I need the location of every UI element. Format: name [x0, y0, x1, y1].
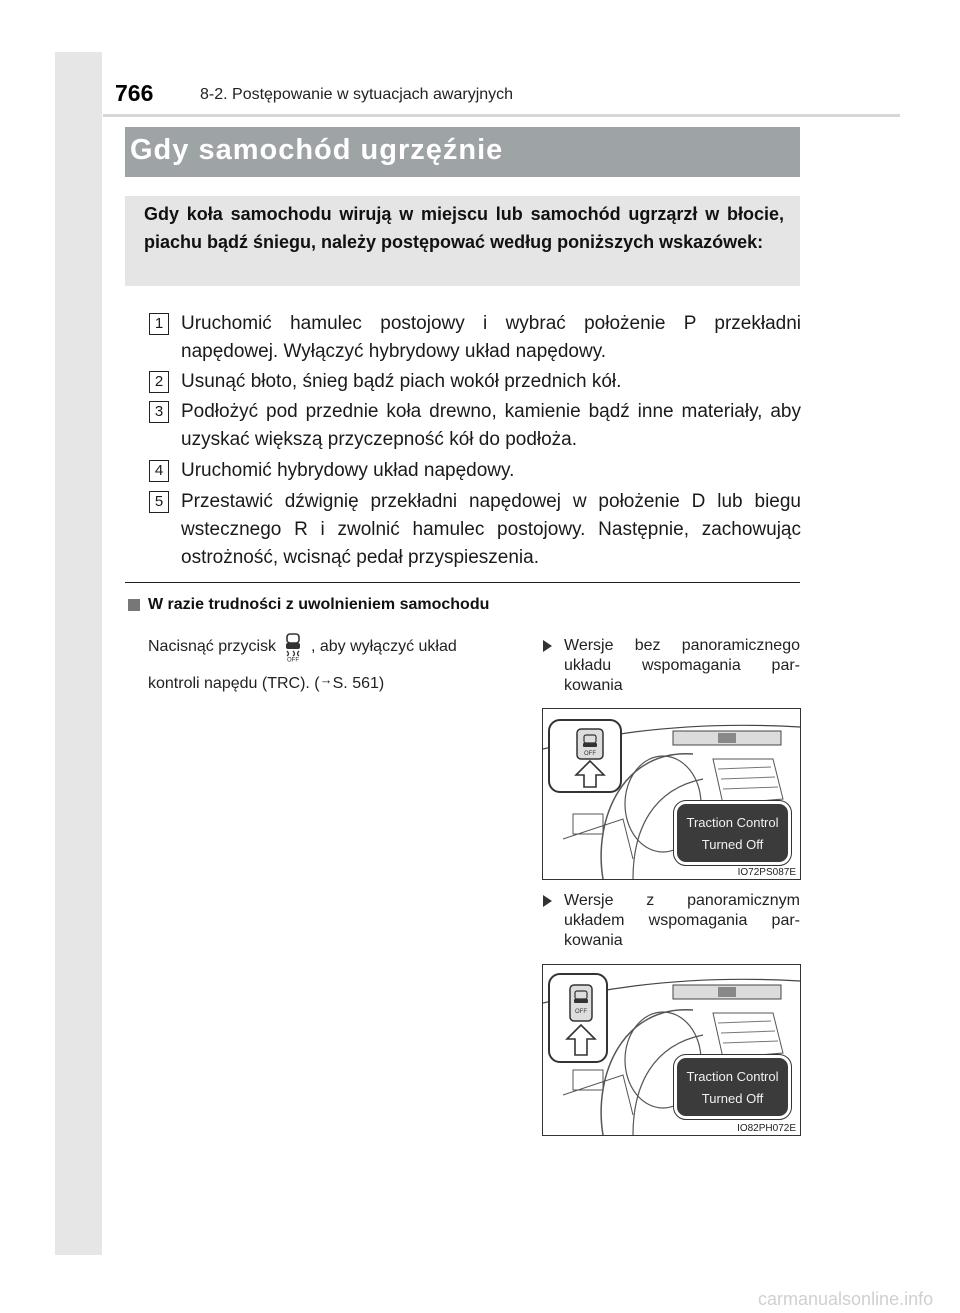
press-line2-before: kontroli napędu (TRC). ( — [148, 675, 320, 692]
intro-text: Gdy koła samochodu wirują w miejscu lub samochód ugrząrzł w błocie, piachu bądź śniegu, należy postępować według poniższych wskazówek: — [144, 204, 784, 252]
section-title: Gdy samochód ugrzęźnie — [130, 134, 504, 166]
callout-line-2: Turned Off — [701, 837, 764, 852]
step-number: 1 — [149, 313, 169, 335]
variant-label: Wersje bez panoramicznego układu wspomagania parkowania — [564, 637, 800, 694]
page-header — [103, 78, 900, 117]
page-reference[interactable]: S. 561) — [332, 675, 385, 692]
callout-line-1: Traction Control — [686, 1069, 779, 1084]
traction-off-icon — [282, 632, 304, 662]
up-arrow-icon — [576, 761, 604, 787]
chapter-title: 8-2. Postępowanie w sytuacjach awaryjnych — [200, 86, 514, 103]
page-number: 766 — [115, 80, 154, 106]
traction-off-button-closeup — [548, 973, 608, 1063]
dashboard-figure-1 — [542, 708, 801, 880]
subsection-title: W razie trudności z uwolnieniem samochodu — [148, 596, 490, 613]
callout-line-1: Traction Control — [686, 815, 779, 830]
intro-box — [125, 196, 800, 286]
step-text: Uruchomić hamulec postojowy i wybrać położenie P przekładni napędowej. Wyłączyć hybrydowy układ napędowy. — [181, 313, 801, 362]
icon-label: OFF — [287, 657, 300, 662]
step-number: 2 — [149, 371, 169, 393]
figure-code: IO82PH072E — [737, 1123, 796, 1134]
square-bullet-icon — [128, 599, 140, 611]
step-number: 5 — [149, 491, 169, 513]
step-text: Przestawić dźwignię przekładni napędowej w położenie D lub biegu wstecznego R i zwolnić hamulec postojowy. Następnie, zachowując ostrożność, wcisnąć pedał przyspieszenia. — [181, 491, 801, 568]
callout-line-2: Turned Off — [701, 1091, 764, 1106]
step-number: 3 — [149, 401, 169, 423]
step-text: Podłożyć pod przednie koła drewno, kamienie bądź inne materiały, aby uzyskać większą przyczepność kół do podłoża. — [181, 401, 801, 450]
step-number: 4 — [149, 460, 169, 482]
button-off-label: OFF — [575, 1009, 587, 1015]
button-off-label: OFF — [584, 751, 596, 757]
traction-control-display — [674, 1055, 791, 1119]
variant-label: Wersje z panoramicznym układem wspomagania parkowania — [564, 892, 800, 949]
triangle-bullet-icon — [543, 640, 552, 652]
watermark: carmanualsonline.info — [758, 1289, 934, 1309]
step-text: Usunąć błoto, śnieg bądź piach wokół przednich kół. — [181, 371, 622, 392]
side-strip — [55, 52, 102, 1255]
dashboard-figure-2 — [542, 964, 801, 1136]
triangle-bullet-icon — [543, 895, 552, 907]
up-arrow-icon — [567, 1025, 595, 1055]
step-text: Uruchomić hybrydowy układ napędowy. — [181, 460, 515, 481]
traction-control-display — [674, 801, 791, 865]
press-text-after: , aby wyłączyć układ — [310, 638, 457, 655]
section-divider — [125, 582, 800, 583]
section-title-bar — [125, 127, 800, 177]
press-instruction — [148, 630, 508, 700]
press-text-before: Nacisnąć przycisk — [148, 638, 277, 655]
figure-code: IO72PS087E — [737, 867, 796, 878]
traction-off-button-closeup — [548, 719, 622, 793]
right-arrow-icon: → — [319, 672, 333, 687]
